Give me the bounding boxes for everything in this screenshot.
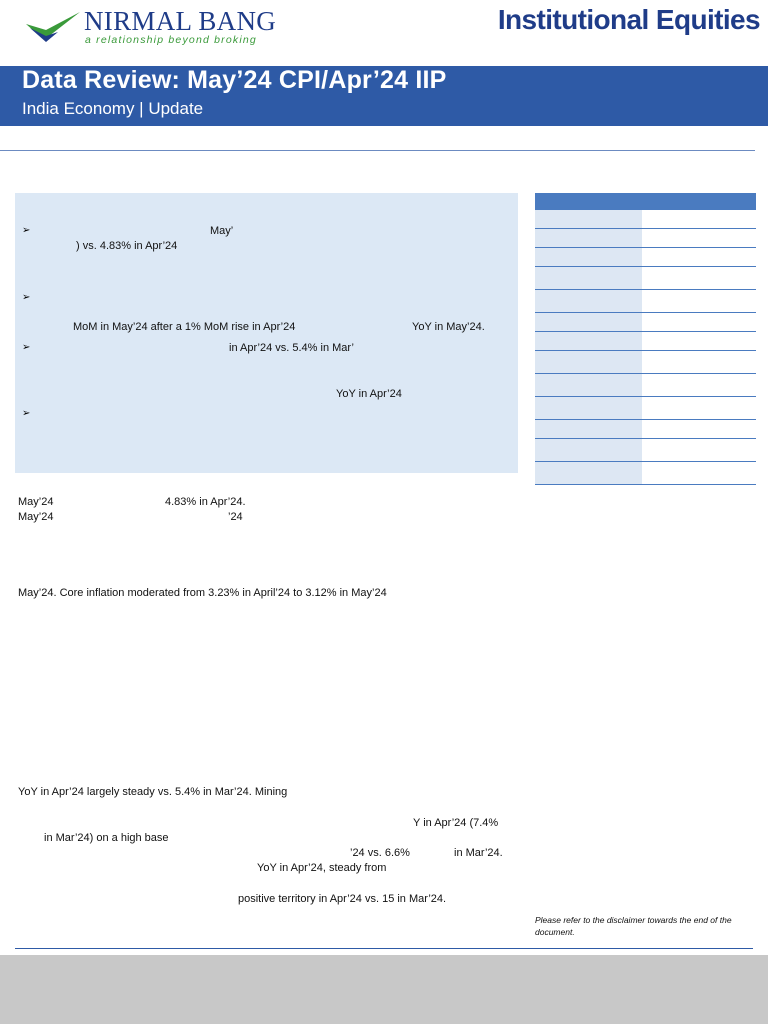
summary-text: ) vs. 4.83% in Apr’24 [76, 240, 178, 252]
section-title: Institutional Equities [497, 4, 760, 35]
table-row-divider [535, 438, 756, 439]
bullet-icon: ➢ [22, 408, 31, 419]
divider [15, 948, 753, 949]
footer-band [0, 955, 768, 1024]
logo-icon [24, 10, 82, 44]
summary-text: in Apr’24 vs. 5.4% in Mar’ [229, 342, 354, 354]
summary-text: YoY in May’24. [412, 321, 485, 333]
bullet-icon: ➢ [22, 292, 31, 303]
table-row-divider [535, 331, 756, 332]
body-text: May’24 [18, 496, 54, 508]
bullet-icon: ➢ [22, 342, 31, 353]
summary-box [15, 193, 518, 473]
body-text: 4.83% in Apr’24. [165, 496, 246, 508]
body-text: ’24 [228, 511, 243, 523]
table-row-divider [535, 461, 756, 462]
table-header [535, 193, 756, 210]
table-row-divider [535, 247, 756, 248]
summary-text: MoM in May’24 after a 1% MoM rise in Apr’24 [73, 321, 296, 333]
table-row-divider [535, 350, 756, 351]
body-text: in Mar’24) on a high base [44, 832, 169, 844]
disclaimer: Please refer to the disclaimer towards the end of the document. [535, 915, 732, 937]
brand-name: NIRMAL BANG [84, 6, 277, 36]
table-row-divider [535, 484, 756, 485]
body-text: in Mar’24. [454, 847, 503, 859]
body-text: positive territory in Apr’24 vs. 15 in Mar’24. [238, 893, 447, 905]
body-text: ’24 vs. 6.6% [350, 847, 410, 859]
body-text: Y in Apr’24 (7.4% [413, 817, 499, 829]
summary-text: YoY in Apr’24 [336, 388, 402, 400]
table-row-divider [535, 312, 756, 313]
summary-text: May’ [210, 225, 234, 237]
body-text: May’24. Core inflation moderated from 3.23% in April’24 to 3.12% in May’24 [18, 587, 387, 599]
page-title: Data Review: May’24 CPI/Apr’24 IIP [22, 66, 447, 94]
divider [0, 150, 755, 151]
table-row-divider [535, 228, 756, 229]
body-text: YoY in Apr’24, steady from [257, 862, 387, 874]
table-row-divider [535, 289, 756, 290]
table-row-divider [535, 373, 756, 374]
bullet-icon: ➢ [22, 225, 31, 236]
table-row-divider [535, 419, 756, 420]
page-subtitle: India Economy | Update [22, 99, 204, 118]
table-row-divider [535, 266, 756, 267]
brand-tagline: a relationship beyond broking [85, 34, 257, 46]
body-text: YoY in Apr’24 largely steady vs. 5.4% in Mar’24. Mining [18, 786, 288, 798]
table-row-divider [535, 396, 756, 397]
body-text: May’24 [18, 511, 54, 523]
table-label-column [535, 210, 642, 485]
